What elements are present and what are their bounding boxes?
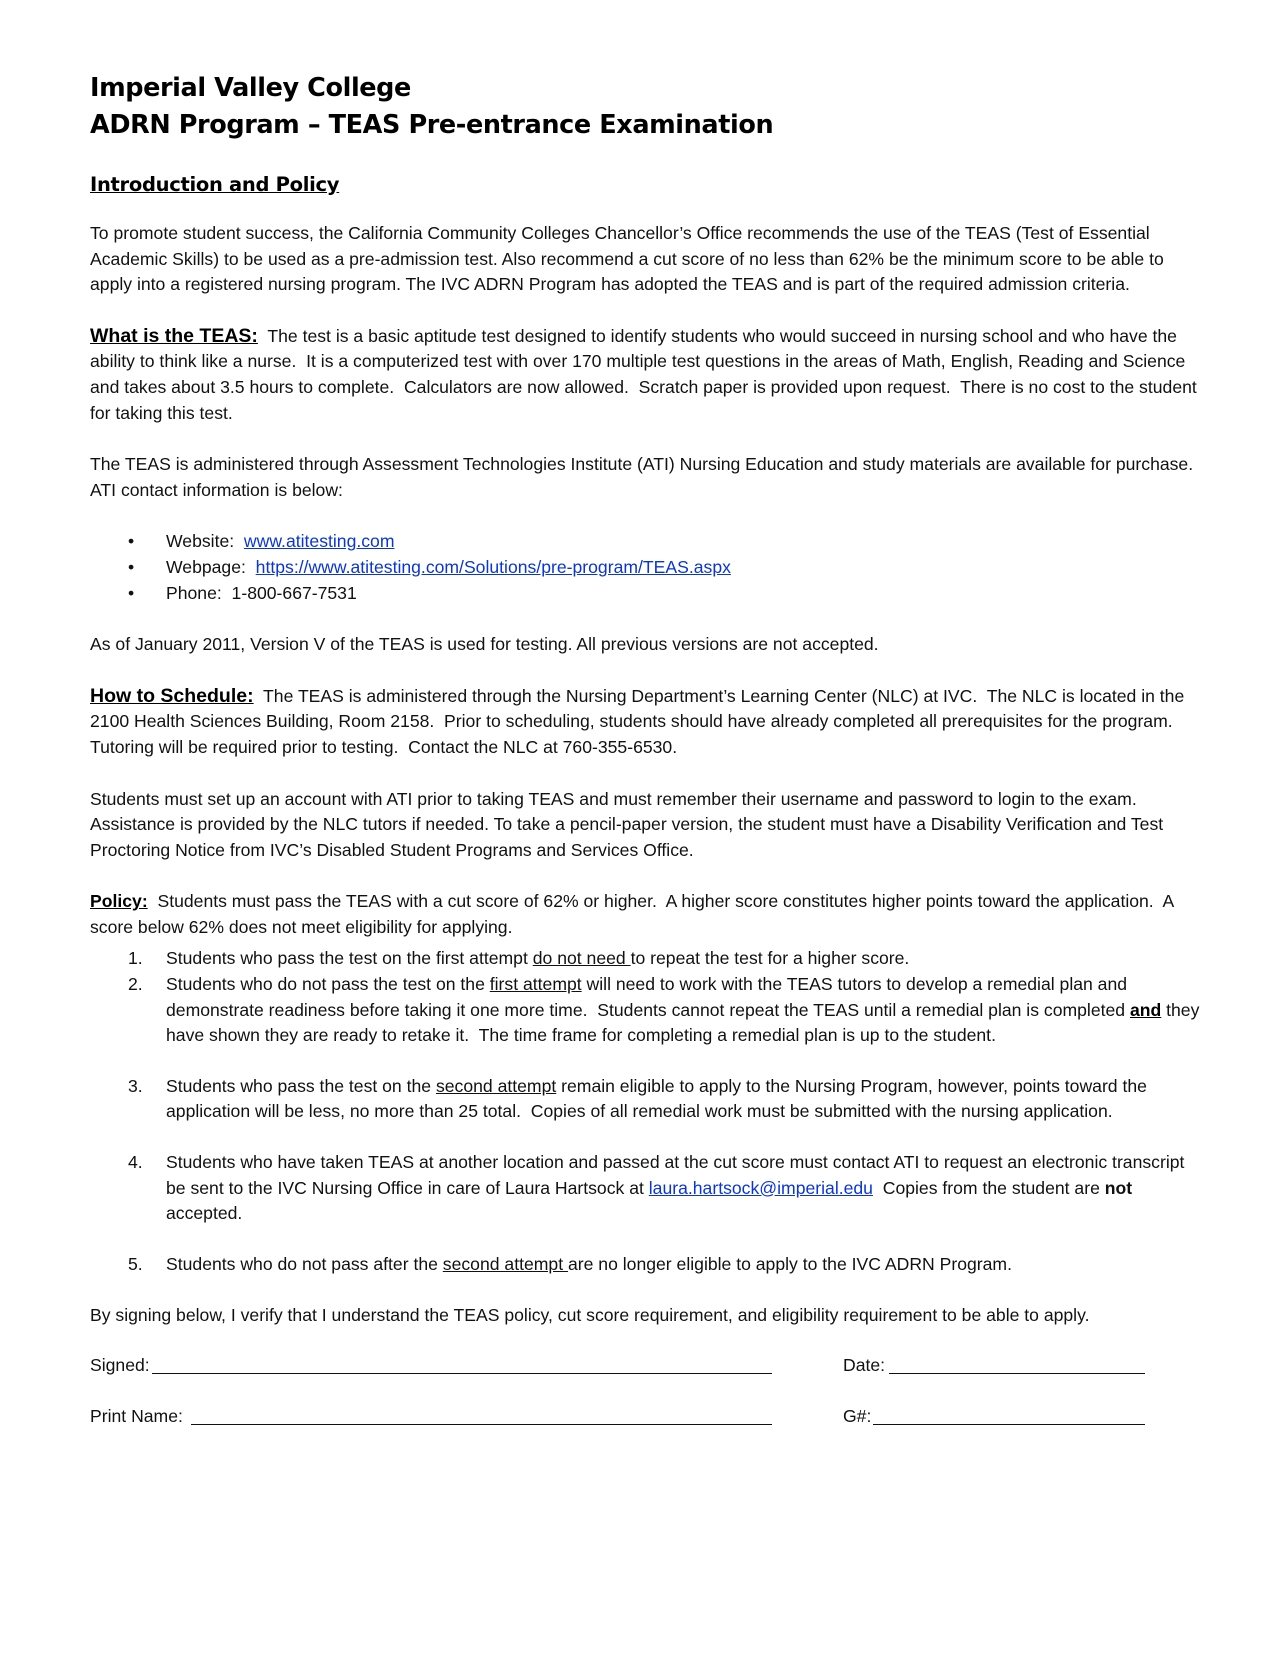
underlined-phrase: do not need	[532, 948, 631, 969]
policy-list	[90, 946, 1205, 1277]
intro-heading: Introduction and Policy	[90, 173, 340, 196]
document-page	[90, 70, 1205, 1430]
policy-item-3	[90, 1074, 1200, 1125]
item-number: 1.	[128, 948, 143, 969]
policy-paragraph	[90, 889, 1200, 940]
g-number-label: G#:	[843, 1406, 872, 1426]
underlined-phrase: second attempt	[442, 1253, 568, 1274]
list-item-website	[90, 529, 1200, 555]
bullet-icon: •	[128, 531, 135, 552]
what-is-teas-paragraph	[90, 324, 1200, 426]
signature-row	[90, 1353, 1200, 1379]
emphasis-and: and	[1129, 999, 1162, 1020]
signature-line[interactable]	[152, 1373, 772, 1374]
intro-paragraph: To promote student success, the California Community Colleges Chancellor’s Office recommends the use of the TEAS (Test of Essential Academic Skills) to be used as a pre-admission test. Also recommend a cut score of no less than 62% be the minimum score to be able to apply into a registered nursing program. The IVC ADRN Program has adopted the TEAS and is part of the required admission criteria.	[90, 223, 1164, 295]
policy-item-text: Students who pass the test on the first attempt	[166, 948, 533, 969]
item-number: 5.	[128, 1253, 143, 1274]
item-number: 3.	[128, 1075, 143, 1096]
college-name: Imperial Valley College	[90, 73, 411, 103]
item-number: 4.	[128, 1152, 143, 1173]
policy-item-text: Copies from the student are	[872, 1177, 1105, 1198]
emphasis-not: not	[1104, 1177, 1133, 1198]
print-name-line[interactable]	[191, 1424, 772, 1425]
what-is-teas-text: The test is a basic aptitude test designed to identify students who would succeed in nursing school and who have the ability to think like a nurse. It is a computerized test with over 170 multiple test questions in the areas of Math, English, Reading and Science and takes about 3.5 hours to complete. Calculators are now allowed. Scratch paper is provided upon request. There is no cost to the student for taking this test.	[90, 325, 1202, 423]
policy-item-text: to repeat the test for a higher score.	[630, 948, 910, 969]
date-label: Date:	[843, 1355, 886, 1375]
website-link[interactable]: www.atitesting.com	[243, 531, 395, 552]
item-number: 2.	[128, 974, 143, 995]
ati-paragraph: The TEAS is administered through Assessment Technologies Institute (ATI) Nursing Education and study materials are available for purchase. ATI contact information is below:	[90, 454, 1194, 500]
bullet-icon: •	[128, 582, 135, 603]
date-line[interactable]	[889, 1373, 1145, 1374]
underlined-phrase: second attempt	[435, 1075, 557, 1096]
schedule-text: The TEAS is administered through the Nursing Department’s Learning Center (NLC) at IVC. The NLC is located in the 2100 Health Sciences Building, Room 2158. Prior to scheduling, students should have already completed all prerequisites for the program. Tutoring will be required prior to testing. Contact the NLC at 760-355-6530.	[90, 685, 1190, 757]
policy-item-4	[90, 1150, 1200, 1227]
webpage-label: Webpage:	[166, 556, 256, 577]
phone-value: 1-800-667-7531	[231, 582, 357, 603]
policy-item-text: Students who have taken TEAS at another location and passed at the cut score must contact ATI to request an electronic transcript be sent to the IVC Nursing Office in care of Laura Hartsock at	[166, 1152, 1185, 1198]
email-link[interactable]: laura.hartsock@imperial.edu	[648, 1177, 873, 1198]
bullet-icon: •	[128, 556, 135, 577]
account-paragraph: Students must set up an account with ATI prior to taking TEAS and must remember their username and password to login to the exam. Assistance is provided by the NLC tutors if needed. To take a pencil-paper version, the student must have a Disability Verification and Test Proctoring Notice from IVC’s Disabled Student Programs and Services Office.	[90, 788, 1164, 860]
policy-item-text: remain eligible to apply to the Nursing Program, however, points toward the application will be less, no more than 25 total. Copies of all remedial work must be submitted with the nursing application.	[166, 1075, 1152, 1122]
policy-item-5	[90, 1252, 1200, 1278]
version-note: As of January 2011, Version V of the TEAS is used for testing. All previous versions are not accepted.	[90, 634, 879, 655]
policy-item-text: are no longer eligible to apply to the IVC ADRN Program.	[567, 1253, 1012, 1274]
schedule-paragraph	[90, 684, 1200, 761]
schedule-label: How to Schedule:	[90, 684, 254, 707]
acknowledgement-paragraph: By signing below, I verify that I understand the TEAS policy, cut score requirement, and eligibility requirement to be able to apply.	[90, 1305, 1090, 1326]
policy-item-text: Students who do not pass the test on the	[166, 974, 490, 995]
ati-contact-list	[90, 529, 1200, 606]
underlined-phrase: first attempt	[489, 974, 582, 995]
document-title: ADRN Program – TEAS Pre-entrance Examination	[90, 110, 774, 140]
what-is-teas-label: What is the TEAS:	[90, 324, 258, 347]
policy-label: Policy:	[90, 891, 148, 912]
website-label: Website:	[166, 531, 244, 552]
policy-item-text: they have shown they are ready to retake it. The time frame for completing a remedial plan is up to the student.	[166, 999, 1205, 1046]
g-number-line[interactable]	[873, 1424, 1145, 1425]
phone-label: Phone:	[166, 582, 232, 603]
policy-item-1	[90, 946, 1200, 972]
webpage-link[interactable]: https://www.atitesting.com/Solutions/pre-program/TEAS.aspx	[255, 556, 731, 577]
list-item-webpage	[90, 555, 1200, 581]
policy-item-text: Students who do not pass after the	[166, 1253, 443, 1274]
policy-item-text: Students who pass the test on the	[166, 1075, 436, 1096]
policy-text: Students must pass the TEAS with a cut score of 62% or higher. A higher score constitutes higher points toward the application. A score below 62% does not meet eligibility for applying.	[90, 891, 1179, 937]
signed-label: Signed:	[90, 1355, 150, 1375]
policy-item-2	[90, 972, 1205, 1049]
print-name-label: Print Name:	[90, 1406, 183, 1426]
list-item-phone	[90, 581, 1200, 607]
print-name-row	[90, 1404, 1200, 1430]
policy-item-text: will need to work with the TEAS tutors to develop a remedial plan and demonstrate readiness before taking it one more time. Students cannot repeat the TEAS until a remedial plan is completed	[166, 974, 1132, 1020]
policy-item-text: accepted.	[166, 1203, 243, 1224]
